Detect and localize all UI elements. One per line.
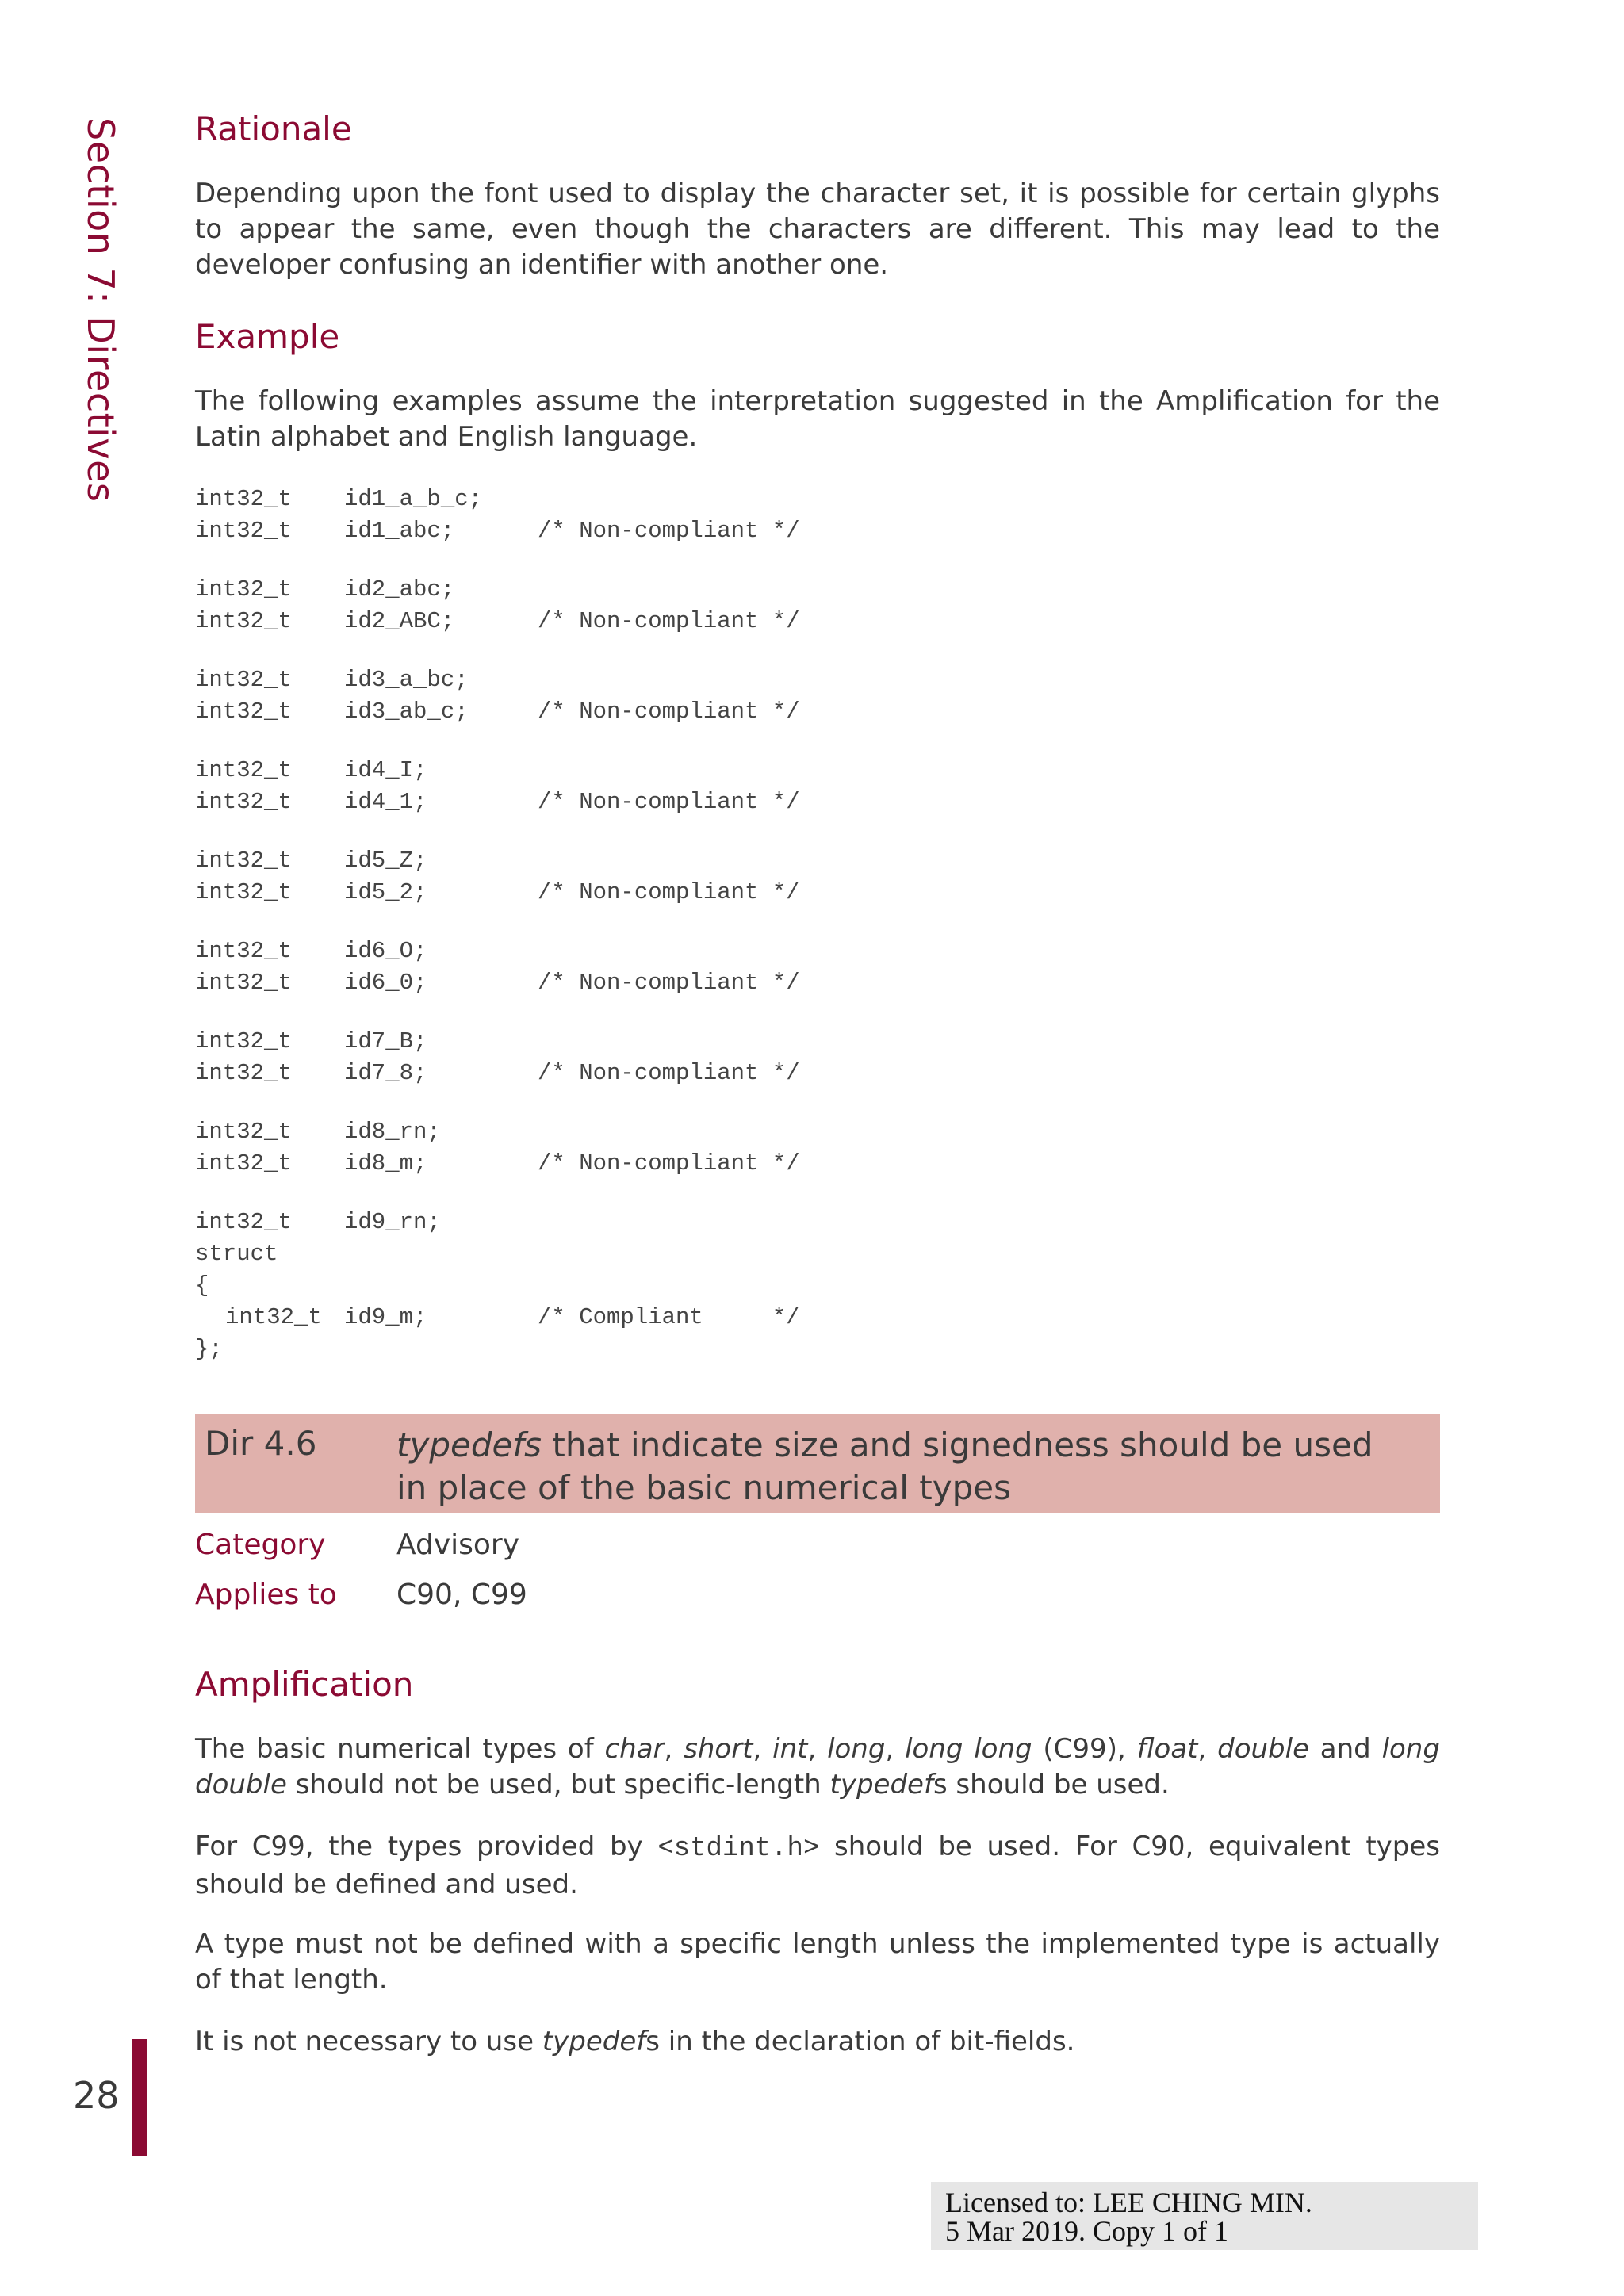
code-gap [195, 728, 1147, 755]
code-identifier: id4_1; [344, 789, 427, 815]
code-type: int32_t [195, 757, 292, 783]
code-type: int32_t [195, 608, 292, 634]
page-number: 28 [73, 2074, 120, 2117]
directive-header [195, 1414, 1440, 1513]
code-line [195, 845, 1147, 877]
code-identifier: id5_Z; [344, 848, 427, 874]
code-identifier: id1_a_b_c; [344, 486, 483, 512]
code-gap [195, 547, 1147, 574]
code-identifier: id3_a_bc; [344, 667, 469, 693]
code-type: int32_t [195, 938, 292, 964]
code-gap [195, 1180, 1147, 1207]
code-identifier: id6_O; [344, 938, 427, 964]
stdint-header-code: <stdint.h> [657, 1834, 820, 1864]
code-identifier: id9_rn; [344, 1209, 441, 1235]
code-comment: /* Non-compliant */ [538, 1060, 800, 1086]
code-type: int32_t [195, 518, 292, 544]
amplification-para-1: The basic numerical types of char, short, int, long, long long (C99), float, double and long double should not be used, but specific-length typedefs should be used. [195, 1733, 1440, 1800]
amplification-para-2: For C99, the types provided by <stdint.h> should be used. For C90, equivalent types should be defined and used. [195, 1831, 1440, 1900]
code-gap [195, 637, 1147, 664]
code-identifier: id2_ABC; [344, 608, 455, 634]
code-line [195, 1026, 1147, 1058]
code-type: int32_t [195, 789, 292, 815]
code-type: int32_t [195, 667, 292, 693]
code-identifier: id3_ab_c; [344, 698, 469, 725]
code-line [195, 1116, 1147, 1148]
code-type: int32_t [195, 1150, 292, 1177]
example-text: The following examples assume the interpretation suggested in the Amplification for the Latin alphabet and English language. [195, 385, 1440, 453]
code-comment: /* Non-compliant */ [538, 518, 800, 544]
category-value: Advisory [396, 1529, 520, 1561]
code-line [195, 574, 1147, 606]
code-type: int32_t [195, 698, 292, 725]
code-line [195, 1058, 1147, 1089]
code-comment: /* Non-compliant */ [538, 1150, 800, 1177]
amplification-heading: Amplification [195, 1665, 414, 1704]
directive-title-rest: that indicate size and signedness should be used in place of the basic numerical types [396, 1425, 1373, 1507]
code-line [195, 967, 1147, 999]
page-number-bar [132, 2039, 147, 2156]
code-line [195, 786, 1147, 818]
code-type: int32_t [195, 486, 292, 512]
code-line [195, 1207, 1147, 1238]
code-gap [195, 1089, 1147, 1116]
rationale-heading: Rationale [195, 109, 352, 148]
code-comment: /* Non-compliant */ [538, 970, 800, 996]
license-line-2: 5 Mar 2019. Copy 1 of 1 [945, 2215, 1228, 2247]
code-gap [195, 818, 1147, 845]
code-gap [195, 999, 1147, 1026]
code-line [195, 606, 1147, 637]
code-identifier: id9_m; [344, 1304, 427, 1330]
code-type: int32_t [195, 576, 292, 603]
amplification-para-4: It is not necessary to use typedefs in the declaration of bit-fields. [195, 2026, 1075, 2057]
category-label: Category [195, 1529, 326, 1561]
applies-to-value: C90, C99 [396, 1578, 527, 1611]
directive-title [396, 1424, 1411, 1510]
code-open-brace: { [195, 1272, 209, 1299]
code-type: int32_t [195, 1028, 292, 1054]
applies-to-label: Applies to [195, 1578, 337, 1611]
example-heading: Example [195, 317, 340, 356]
code-line [195, 484, 1147, 515]
code-identifier: id6_0; [344, 970, 427, 996]
code-identifier: id4_I; [344, 757, 427, 783]
code-identifier: id5_2; [344, 879, 427, 905]
directive-title-em: typedefs [396, 1425, 542, 1464]
code-comment: /* Non-compliant */ [538, 789, 800, 815]
amplification-para-3: A type must not be defined with a specific length unless the implemented type is actually of that length. [195, 1928, 1440, 1996]
code-identifier: id7_B; [344, 1028, 427, 1054]
code-type: int32_t [195, 848, 292, 874]
code-comment: /* Non-compliant */ [538, 879, 800, 905]
code-identifier: id2_abc; [344, 576, 455, 603]
code-line [195, 1148, 1147, 1180]
directive-id: Dir 4.6 [205, 1424, 317, 1463]
code-line [195, 664, 1147, 696]
code-line [195, 515, 1147, 547]
code-identifier: id8_m; [344, 1150, 427, 1177]
code-example [195, 484, 1147, 1365]
code-type: int32_t [225, 1304, 322, 1330]
code-line [195, 755, 1147, 786]
section-title-vertical: Section 7: Directives [79, 117, 122, 503]
code-line [195, 1302, 1147, 1334]
license-line-1: Licensed to: LEE CHING MIN. [945, 2187, 1312, 2218]
license-stamp [931, 2182, 1478, 2250]
code-close-brace: }; [195, 1336, 223, 1362]
code-type: int32_t [195, 879, 292, 905]
code-comment: /* Non-compliant */ [538, 698, 800, 725]
code-type: int32_t [195, 970, 292, 996]
code-gap [195, 909, 1147, 936]
code-comment: /* Non-compliant */ [538, 608, 800, 634]
code-type: int32_t [195, 1119, 292, 1145]
code-struct-keyword: struct [195, 1241, 278, 1267]
rationale-text: Depending upon the font used to display the character set, it is possible for certain glyphs to appear the same, even though the characters are different. This may lead to the developer confusing an identifier with another one. [195, 178, 1440, 281]
code-line [195, 936, 1147, 967]
code-line [195, 696, 1147, 728]
code-type: int32_t [195, 1209, 292, 1235]
code-identifier: id1_abc; [344, 518, 455, 544]
code-identifier: id7_8; [344, 1060, 427, 1086]
code-line [195, 877, 1147, 909]
code-type: int32_t [195, 1060, 292, 1086]
code-identifier: id8_rn; [344, 1119, 441, 1145]
code-comment: /* Compliant */ [538, 1304, 800, 1330]
